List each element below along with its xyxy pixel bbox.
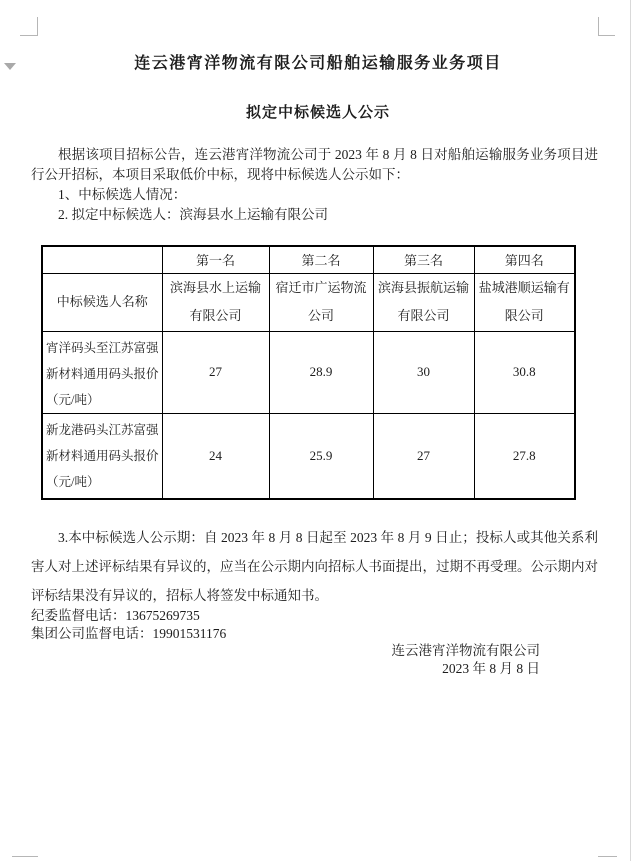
contact-section — [31, 607, 598, 643]
rank-header-cell: 第一名 — [162, 246, 269, 273]
document-title: 连云港宵洋物流有限公司船舶运输服务业务项目 — [134, 55, 502, 72]
candidate-name-cell: 滨海县振航运输有限公司 — [373, 273, 474, 331]
row-label-cell: 宵洋码头至江苏富强新材料通用码头报价（元/吨） — [42, 331, 162, 413]
price-cell: 27 — [373, 413, 474, 499]
group-phone-line: 集团公司监督电话：19901531176 — [31, 626, 227, 641]
page-edge-line — [630, 0, 631, 861]
price-cell: 24 — [162, 413, 269, 499]
document-subtitle: 拟定中标候选人公示 — [245, 105, 390, 121]
price-cell: 27.8 — [474, 413, 575, 499]
candidate-name-cell: 滨海县水上运输有限公司 — [162, 273, 269, 331]
price-cell: 30.8 — [474, 331, 575, 413]
empty-corner-cell — [42, 246, 162, 273]
signature-company: 连云港宵洋物流有限公司 — [391, 643, 540, 658]
rank-header-cell: 第三名 — [373, 246, 474, 273]
candidates-table — [41, 245, 576, 500]
crop-mark-top-right-icon — [598, 17, 615, 36]
price-cell: 28.9 — [269, 331, 373, 413]
row-label-cell: 中标候选人名称 — [42, 273, 162, 331]
list-item-2: 2. 拟定中标候选人：滨海县水上运输有限公司 — [58, 207, 328, 222]
discipline-phone-line: 纪委监督电话：13675269735 — [31, 608, 200, 623]
price-cell: 25.9 — [269, 413, 373, 499]
table-row-ranks — [42, 246, 575, 273]
rank-header-cell: 第四名 — [474, 246, 575, 273]
candidate-name-cell: 宿迁市广运物流公司 — [269, 273, 373, 331]
crop-mark-top-left-icon — [20, 17, 38, 36]
table-row-price-xinlonggang — [42, 413, 575, 499]
table-row-candidate-names — [42, 273, 575, 331]
price-cell: 30 — [373, 331, 474, 413]
intro-paragraph: 根据该项目招标公告，连云港宵洋物流公司于 2023 年 8 月 8 日对船舶运输服务业务项目进行公开招标，本项目采取低价中标，现将中标候选人公示如下： — [31, 147, 598, 182]
rank-header-cell: 第二名 — [269, 246, 373, 273]
candidate-name-cell: 盐城港顺运输有限公司 — [474, 273, 575, 331]
crop-mark-bottom-left-icon — [12, 856, 38, 857]
list-item-1: 1、中标候选人情况： — [58, 187, 187, 202]
signature-date: 2023 年 8 月 8 日 — [442, 660, 540, 676]
table-row-price-xiaoyang — [42, 331, 575, 413]
signature-section — [0, 642, 540, 677]
publicity-period-notice: 3.本中标候选人公示期：自 2023 年 8 月 8 日起至 2023 年 8 月 9 日止；投标人或其他关系利害人对上述评标结果有异议的，应当在公示期内向招标人书面提出，过期不再受理。公示期内对评标结果没有异议的，招标人将签发中标通知书。 — [31, 530, 598, 603]
intro-section — [31, 145, 598, 225]
price-cell: 27 — [162, 331, 269, 413]
crop-mark-bottom-right-icon — [598, 856, 617, 857]
row-label-cell: 新龙港码头江苏富强新材料通用码头报价（元/吨） — [42, 413, 162, 499]
